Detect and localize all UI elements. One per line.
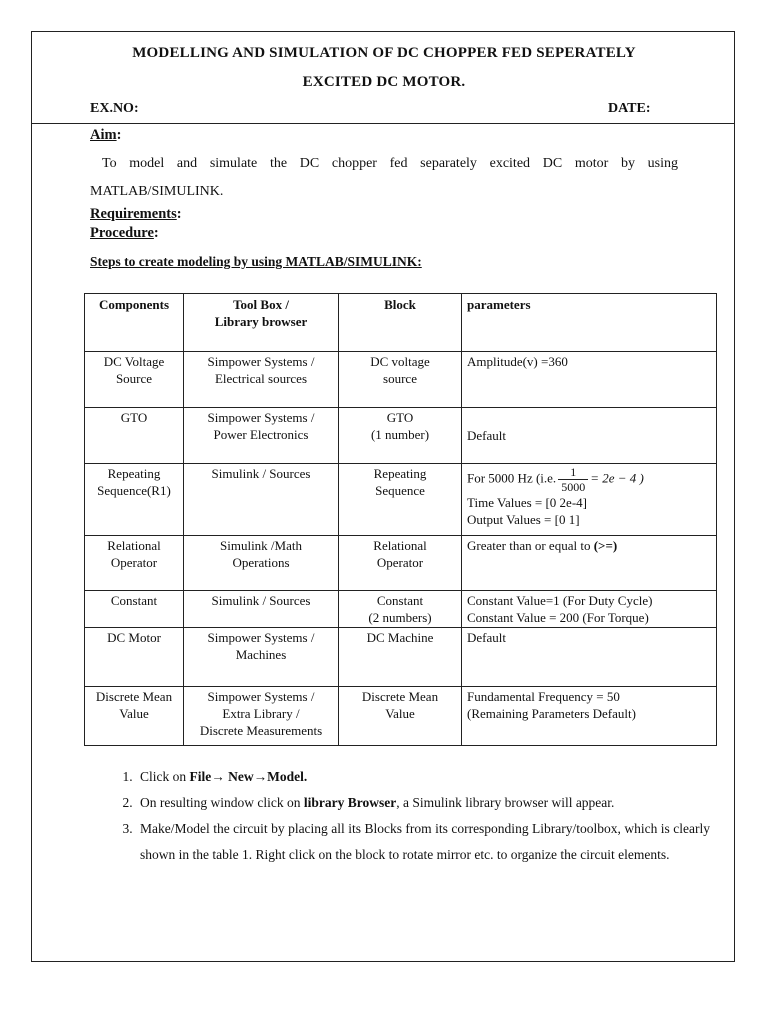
cell-block-line: GTO	[386, 410, 414, 425]
procedure-heading-text: Procedure	[90, 225, 154, 241]
table-row	[85, 352, 717, 408]
components-table	[84, 293, 717, 746]
fraction-denominator: 5000	[561, 480, 586, 494]
param-line: Fundamental Frequency = 50	[467, 689, 620, 704]
cell-toolbox-line: Simpower Systems /	[207, 354, 315, 369]
cell-toolbox	[184, 536, 339, 591]
cell-block-line: Constant	[376, 593, 424, 608]
cell-block-line: (2 numbers)	[368, 610, 432, 625]
header-divider	[32, 123, 735, 124]
frequency-formula	[467, 465, 711, 494]
cell-component: Discrete Mean Value	[85, 687, 184, 746]
fraction	[558, 465, 588, 494]
doc-title-line1: MODELLING AND SIMULATION OF DC CHOPPER FED SEPERATELY	[132, 45, 636, 61]
cell-toolbox: Simulink / Sources	[184, 464, 339, 536]
cell-block-line: Relational	[373, 538, 427, 553]
step-item	[136, 764, 710, 790]
cell-component: DC Motor	[85, 628, 184, 687]
step-text: Click on	[140, 769, 187, 784]
cell-params: Amplitude(v) =360	[462, 352, 717, 408]
cell-params	[462, 536, 717, 591]
cell-toolbox-line: Extra Library /	[222, 706, 300, 721]
cell-block-line: Sequence	[375, 483, 425, 498]
param-line: (Remaining Parameters Default)	[467, 706, 636, 721]
cell-block-line: DC voltage	[370, 354, 430, 369]
aim-heading-colon: :	[116, 127, 122, 143]
formula-result: = 2e − 4 )	[590, 470, 644, 486]
cell-toolbox	[184, 352, 339, 408]
cell-block	[339, 687, 462, 746]
aim-heading-text: Aim	[90, 127, 117, 143]
fraction-numerator: 1	[558, 465, 588, 480]
cell-toolbox	[184, 687, 339, 746]
step-text: On resulting window click on	[140, 795, 301, 810]
param-line: Constant Value = 200 (For Torque)	[467, 610, 649, 625]
requirements-heading-colon: :	[176, 206, 182, 222]
cell-params: Default	[462, 408, 717, 464]
table-row	[85, 408, 717, 464]
step-text: , a Simulink library browser will appear.	[396, 795, 615, 810]
cell-params	[462, 464, 717, 536]
cell-toolbox-line: Operations	[232, 555, 290, 570]
cell-block	[339, 408, 462, 464]
steps-heading: Steps to create modeling by using MATLAB/SIMULINK:	[90, 254, 422, 269]
cell-component: Repeating Sequence(R1)	[85, 464, 184, 536]
cell-toolbox-line: Power Electronics	[213, 427, 309, 442]
step-bold: Model.	[267, 769, 308, 784]
cell-block-line: (1 number)	[370, 427, 430, 442]
procedure-steps	[104, 764, 710, 868]
table-row	[85, 536, 717, 591]
formula-prefix: For 5000 Hz (i.e.	[467, 470, 557, 486]
cell-block-line: Discrete Mean	[361, 689, 439, 704]
date-label: DATE:	[608, 101, 651, 116]
table-row	[85, 687, 717, 746]
cell-toolbox	[184, 408, 339, 464]
param-operator: (>=)	[593, 538, 618, 553]
output-values: Output Values = [0 1]	[467, 512, 580, 527]
cell-block-line: Repeating	[373, 466, 427, 481]
cell-params	[462, 687, 717, 746]
cell-component: GTO	[85, 408, 184, 464]
cell-toolbox-line: Simpower Systems /	[207, 689, 315, 704]
param-text: Greater than or equal to	[467, 538, 591, 553]
table-row	[85, 591, 717, 628]
exno-label: EX.NO:	[90, 101, 139, 116]
step-item: 3. Make/Model the circuit by placing all its Blocks from its corresponding Library/toolbox, which is clearly shown in the table 1. Right click on the block to rotate mirror etc. to organize the circuit elements.	[136, 816, 710, 868]
cell-block	[339, 352, 462, 408]
cell-toolbox-line: Simpower Systems /	[207, 630, 315, 645]
cell-block-line: Value	[385, 706, 415, 721]
procedure-heading-colon: :	[153, 225, 159, 241]
cell-toolbox-line: Machines	[235, 647, 287, 662]
cell-block: DC Machine	[339, 628, 462, 687]
col-header-block: Block	[339, 294, 462, 352]
cell-toolbox-line: Simpower Systems /	[207, 410, 315, 425]
cell-params: Default	[462, 628, 717, 687]
step-item	[136, 790, 710, 816]
cell-block	[339, 536, 462, 591]
cell-toolbox-line: Simulink /Math	[220, 538, 302, 553]
cell-toolbox-line: Electrical sources	[214, 371, 308, 386]
cell-block	[339, 591, 462, 628]
arrow-icon: →	[211, 769, 225, 784]
requirements-heading-text: Requirements	[90, 206, 177, 222]
cell-params	[462, 591, 717, 628]
cell-component: DC Voltage Source	[85, 352, 184, 408]
aim-text: To model and simulate the DC chopper fed separately excited DC motor by using MATLAB/SIMULINK.	[90, 156, 678, 199]
cell-component: Constant	[85, 591, 184, 628]
step-bold: File	[189, 769, 212, 784]
step-bold: New	[228, 769, 254, 784]
col-header-components: Components	[85, 294, 184, 352]
time-values: Time Values = [0 2e-4]	[467, 495, 587, 510]
doc-title-line2: EXCITED DC MOTOR.	[302, 74, 466, 90]
arrow-icon: →	[253, 769, 268, 784]
table-row	[85, 628, 717, 687]
requirements-heading	[90, 206, 182, 223]
cell-toolbox: Simulink / Sources	[184, 591, 339, 628]
col-header-toolbox	[184, 294, 339, 352]
cell-block-line: Operator	[376, 555, 424, 570]
col-header-toolbox-line2: Library browser	[214, 314, 308, 329]
col-header-parameters: parameters	[462, 294, 717, 352]
table-header-row	[85, 294, 717, 352]
cell-toolbox-line: Discrete Measurements	[199, 723, 323, 738]
cell-toolbox	[184, 628, 339, 687]
col-header-toolbox-line1: Tool Box /	[233, 297, 289, 312]
procedure-heading	[90, 225, 159, 242]
cell-block	[339, 464, 462, 536]
step-bold: library Browser	[303, 795, 397, 810]
table-row	[85, 464, 717, 536]
param-line: Constant Value=1 (For Duty Cycle)	[467, 593, 653, 608]
cell-block-line: source	[383, 371, 417, 386]
aim-heading	[90, 127, 121, 144]
cell-component: Relational Operator	[85, 536, 184, 591]
